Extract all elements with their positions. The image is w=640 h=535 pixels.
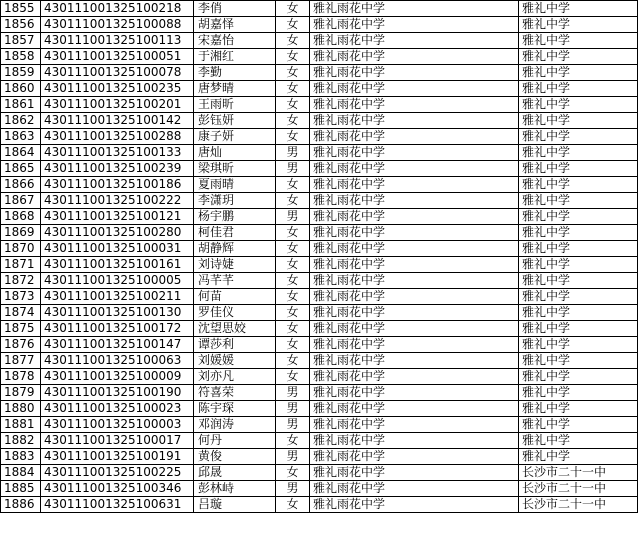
cell-school: 雅礼雨花中学 <box>310 97 519 113</box>
cell-school: 雅礼雨花中学 <box>310 241 519 257</box>
cell-school: 雅礼雨花中学 <box>310 321 519 337</box>
cell-gender: 女 <box>276 33 310 49</box>
table-row <box>1 273 638 289</box>
cell-student-name: 刘诗婕 <box>194 257 276 273</box>
cell-student-name: 李潇玥 <box>194 193 276 209</box>
cell-admitted-school: 雅礼中学 <box>519 209 638 225</box>
cell-student-name: 王雨昕 <box>194 97 276 113</box>
cell-gender: 女 <box>276 49 310 65</box>
cell-exam-id: 430111001325100161 <box>41 257 194 273</box>
cell-admitted-school: 长沙市二十一中 <box>519 481 638 497</box>
cell-admitted-school: 雅礼中学 <box>519 97 638 113</box>
cell-gender: 男 <box>276 417 310 433</box>
cell-admitted-school: 雅礼中学 <box>519 433 638 449</box>
cell-exam-id: 430111001325100133 <box>41 145 194 161</box>
table-row <box>1 337 638 353</box>
cell-gender: 女 <box>276 257 310 273</box>
cell-admitted-school: 雅礼中学 <box>519 145 638 161</box>
cell-student-name: 谭莎利 <box>194 337 276 353</box>
cell-number: 1885 <box>1 481 41 497</box>
cell-gender: 女 <box>276 321 310 337</box>
cell-admitted-school: 雅礼中学 <box>519 353 638 369</box>
cell-student-name: 宋嘉怡 <box>194 33 276 49</box>
table-row <box>1 97 638 113</box>
cell-student-name: 杨宇鹏 <box>194 209 276 225</box>
cell-exam-id: 430111001325100017 <box>41 433 194 449</box>
cell-gender: 男 <box>276 449 310 465</box>
table-row <box>1 481 638 497</box>
table-row <box>1 401 638 417</box>
cell-school: 雅礼雨花中学 <box>310 497 519 513</box>
table-row <box>1 305 638 321</box>
cell-number: 1863 <box>1 129 41 145</box>
cell-exam-id: 430111001325100239 <box>41 161 194 177</box>
cell-school: 雅礼雨花中学 <box>310 289 519 305</box>
cell-exam-id: 430111001325100201 <box>41 97 194 113</box>
cell-gender: 女 <box>276 369 310 385</box>
cell-school: 雅礼雨花中学 <box>310 161 519 177</box>
cell-exam-id: 430111001325100211 <box>41 289 194 305</box>
cell-student-name: 夏雨晴 <box>194 177 276 193</box>
cell-admitted-school: 雅礼中学 <box>519 33 638 49</box>
cell-school: 雅礼雨花中学 <box>310 433 519 449</box>
cell-school: 雅礼雨花中学 <box>310 225 519 241</box>
cell-exam-id: 430111001325100191 <box>41 449 194 465</box>
cell-admitted-school: 雅礼中学 <box>519 305 638 321</box>
cell-student-name: 刘媛媛 <box>194 353 276 369</box>
cell-number: 1876 <box>1 337 41 353</box>
cell-number: 1867 <box>1 193 41 209</box>
cell-exam-id: 430111001325100186 <box>41 177 194 193</box>
cell-admitted-school: 雅礼中学 <box>519 1 638 17</box>
cell-school: 雅礼雨花中学 <box>310 209 519 225</box>
cell-exam-id: 430111001325100130 <box>41 305 194 321</box>
cell-number: 1865 <box>1 161 41 177</box>
cell-school: 雅礼雨花中学 <box>310 369 519 385</box>
cell-number: 1878 <box>1 369 41 385</box>
cell-exam-id: 430111001325100631 <box>41 497 194 513</box>
cell-exam-id: 430111001325100078 <box>41 65 194 81</box>
cell-admitted-school: 雅礼中学 <box>519 193 638 209</box>
table-row <box>1 49 638 65</box>
cell-student-name: 沈望思姣 <box>194 321 276 337</box>
cell-gender: 女 <box>276 305 310 321</box>
table-row <box>1 209 638 225</box>
table-row <box>1 353 638 369</box>
cell-gender: 男 <box>276 481 310 497</box>
cell-gender: 女 <box>276 353 310 369</box>
cell-admitted-school: 雅礼中学 <box>519 369 638 385</box>
table-row <box>1 321 638 337</box>
cell-student-name: 何苗 <box>194 289 276 305</box>
cell-number: 1872 <box>1 273 41 289</box>
table-row <box>1 17 638 33</box>
cell-exam-id: 430111001325100222 <box>41 193 194 209</box>
table-row <box>1 193 638 209</box>
cell-exam-id: 430111001325100088 <box>41 17 194 33</box>
cell-school: 雅礼雨花中学 <box>310 49 519 65</box>
cell-number: 1879 <box>1 385 41 401</box>
cell-gender: 女 <box>276 273 310 289</box>
cell-student-name: 梁琪昕 <box>194 161 276 177</box>
cell-number: 1877 <box>1 353 41 369</box>
table-row <box>1 289 638 305</box>
cell-exam-id: 430111001325100225 <box>41 465 194 481</box>
cell-gender: 女 <box>276 465 310 481</box>
cell-gender: 女 <box>276 81 310 97</box>
cell-admitted-school: 雅礼中学 <box>519 385 638 401</box>
cell-exam-id: 430111001325100113 <box>41 33 194 49</box>
cell-exam-id: 430111001325100063 <box>41 353 194 369</box>
cell-gender: 女 <box>276 225 310 241</box>
cell-exam-id: 430111001325100051 <box>41 49 194 65</box>
cell-gender: 男 <box>276 145 310 161</box>
cell-gender: 男 <box>276 385 310 401</box>
cell-student-name: 唐灿 <box>194 145 276 161</box>
cell-exam-id: 430111001325100147 <box>41 337 194 353</box>
cell-number: 1860 <box>1 81 41 97</box>
cell-school: 雅礼雨花中学 <box>310 113 519 129</box>
cell-exam-id: 430111001325100218 <box>41 1 194 17</box>
cell-number: 1855 <box>1 1 41 17</box>
cell-admitted-school: 雅礼中学 <box>519 257 638 273</box>
cell-number: 1883 <box>1 449 41 465</box>
cell-school: 雅礼雨花中学 <box>310 145 519 161</box>
cell-school: 雅礼雨花中学 <box>310 17 519 33</box>
cell-admitted-school: 长沙市二十一中 <box>519 465 638 481</box>
cell-student-name: 吕璇 <box>194 497 276 513</box>
cell-gender: 女 <box>276 193 310 209</box>
cell-admitted-school: 雅礼中学 <box>519 241 638 257</box>
cell-school: 雅礼雨花中学 <box>310 449 519 465</box>
cell-admitted-school: 雅礼中学 <box>519 49 638 65</box>
table-row <box>1 33 638 49</box>
cell-admitted-school: 雅礼中学 <box>519 161 638 177</box>
cell-exam-id: 430111001325100235 <box>41 81 194 97</box>
cell-school: 雅礼雨花中学 <box>310 337 519 353</box>
cell-school: 雅礼雨花中学 <box>310 417 519 433</box>
cell-student-name: 胡静辉 <box>194 241 276 257</box>
cell-admitted-school: 雅礼中学 <box>519 81 638 97</box>
table-row <box>1 161 638 177</box>
cell-gender: 女 <box>276 17 310 33</box>
cell-gender: 女 <box>276 241 310 257</box>
cell-student-name: 胡嘉怿 <box>194 17 276 33</box>
cell-admitted-school: 雅礼中学 <box>519 449 638 465</box>
table-row <box>1 385 638 401</box>
table-row <box>1 65 638 81</box>
cell-student-name: 柯佳君 <box>194 225 276 241</box>
cell-gender: 女 <box>276 1 310 17</box>
table-row <box>1 369 638 385</box>
cell-student-name: 黄俊 <box>194 449 276 465</box>
cell-number: 1864 <box>1 145 41 161</box>
cell-school: 雅礼雨花中学 <box>310 81 519 97</box>
table-row <box>1 129 638 145</box>
table-row <box>1 113 638 129</box>
cell-student-name: 李俏 <box>194 1 276 17</box>
table-row <box>1 465 638 481</box>
cell-number: 1880 <box>1 401 41 417</box>
cell-student-name: 彭钰妍 <box>194 113 276 129</box>
table-row <box>1 449 638 465</box>
cell-number: 1857 <box>1 33 41 49</box>
cell-number: 1859 <box>1 65 41 81</box>
cell-exam-id: 430111001325100003 <box>41 417 194 433</box>
table-row <box>1 497 638 513</box>
cell-student-name: 邱晟 <box>194 465 276 481</box>
cell-exam-id: 430111001325100009 <box>41 369 194 385</box>
cell-number: 1874 <box>1 305 41 321</box>
cell-number: 1866 <box>1 177 41 193</box>
cell-student-name: 刘亦凡 <box>194 369 276 385</box>
cell-admitted-school: 雅礼中学 <box>519 273 638 289</box>
cell-number: 1873 <box>1 289 41 305</box>
table-row <box>1 81 638 97</box>
cell-number: 1871 <box>1 257 41 273</box>
cell-student-name: 康子妍 <box>194 129 276 145</box>
cell-student-name: 于湘红 <box>194 49 276 65</box>
table-row <box>1 177 638 193</box>
cell-admitted-school: 雅礼中学 <box>519 113 638 129</box>
cell-school: 雅礼雨花中学 <box>310 353 519 369</box>
cell-gender: 女 <box>276 97 310 113</box>
cell-admitted-school: 雅礼中学 <box>519 225 638 241</box>
cell-exam-id: 430111001325100142 <box>41 113 194 129</box>
cell-school: 雅礼雨花中学 <box>310 305 519 321</box>
cell-school: 雅礼雨花中学 <box>310 273 519 289</box>
cell-number: 1870 <box>1 241 41 257</box>
table-row <box>1 257 638 273</box>
cell-gender: 女 <box>276 177 310 193</box>
cell-school: 雅礼雨花中学 <box>310 465 519 481</box>
cell-gender: 女 <box>276 433 310 449</box>
table-row <box>1 417 638 433</box>
cell-school: 雅礼雨花中学 <box>310 401 519 417</box>
cell-number: 1858 <box>1 49 41 65</box>
cell-gender: 女 <box>276 497 310 513</box>
cell-admitted-school: 雅礼中学 <box>519 401 638 417</box>
cell-exam-id: 430111001325100121 <box>41 209 194 225</box>
cell-school: 雅礼雨花中学 <box>310 65 519 81</box>
cell-number: 1875 <box>1 321 41 337</box>
cell-gender: 女 <box>276 129 310 145</box>
cell-school: 雅礼雨花中学 <box>310 177 519 193</box>
table-row <box>1 241 638 257</box>
cell-gender: 男 <box>276 161 310 177</box>
cell-exam-id: 430111001325100023 <box>41 401 194 417</box>
cell-exam-id: 430111001325100280 <box>41 225 194 241</box>
cell-gender: 女 <box>276 337 310 353</box>
cell-exam-id: 430111001325100190 <box>41 385 194 401</box>
table-row <box>1 225 638 241</box>
cell-exam-id: 430111001325100346 <box>41 481 194 497</box>
cell-student-name: 符喜荣 <box>194 385 276 401</box>
cell-exam-id: 430111001325100005 <box>41 273 194 289</box>
cell-number: 1882 <box>1 433 41 449</box>
cell-student-name: 陈宇琛 <box>194 401 276 417</box>
cell-number: 1881 <box>1 417 41 433</box>
cell-exam-id: 430111001325100172 <box>41 321 194 337</box>
table-row <box>1 145 638 161</box>
cell-admitted-school: 雅礼中学 <box>519 129 638 145</box>
cell-gender: 男 <box>276 209 310 225</box>
cell-number: 1861 <box>1 97 41 113</box>
cell-exam-id: 430111001325100031 <box>41 241 194 257</box>
cell-student-name: 何丹 <box>194 433 276 449</box>
cell-number: 1862 <box>1 113 41 129</box>
table-row <box>1 1 638 17</box>
cell-gender: 女 <box>276 113 310 129</box>
cell-admitted-school: 雅礼中学 <box>519 337 638 353</box>
cell-school: 雅礼雨花中学 <box>310 257 519 273</box>
cell-number: 1869 <box>1 225 41 241</box>
cell-school: 雅礼雨花中学 <box>310 129 519 145</box>
cell-admitted-school: 雅礼中学 <box>519 321 638 337</box>
cell-school: 雅礼雨花中学 <box>310 481 519 497</box>
cell-student-name: 邓润涛 <box>194 417 276 433</box>
cell-admitted-school: 雅礼中学 <box>519 417 638 433</box>
cell-admitted-school: 雅礼中学 <box>519 177 638 193</box>
cell-admitted-school: 雅礼中学 <box>519 289 638 305</box>
cell-student-name: 唐梦晴 <box>194 81 276 97</box>
cell-gender: 女 <box>276 65 310 81</box>
cell-admitted-school: 长沙市二十一中 <box>519 497 638 513</box>
table-row <box>1 433 638 449</box>
cell-number: 1886 <box>1 497 41 513</box>
cell-school: 雅礼雨花中学 <box>310 193 519 209</box>
cell-student-name: 李勤 <box>194 65 276 81</box>
cell-school: 雅礼雨花中学 <box>310 1 519 17</box>
cell-student-name: 罗佳仪 <box>194 305 276 321</box>
cell-student-name: 冯芊芊 <box>194 273 276 289</box>
cell-gender: 男 <box>276 401 310 417</box>
cell-exam-id: 430111001325100288 <box>41 129 194 145</box>
cell-admitted-school: 雅礼中学 <box>519 65 638 81</box>
cell-number: 1856 <box>1 17 41 33</box>
cell-school: 雅礼雨花中学 <box>310 33 519 49</box>
cell-student-name: 彭林峙 <box>194 481 276 497</box>
cell-admitted-school: 雅礼中学 <box>519 17 638 33</box>
cell-school: 雅礼雨花中学 <box>310 385 519 401</box>
admission-table-body <box>1 1 638 513</box>
cell-number: 1868 <box>1 209 41 225</box>
cell-number: 1884 <box>1 465 41 481</box>
cell-gender: 女 <box>276 289 310 305</box>
